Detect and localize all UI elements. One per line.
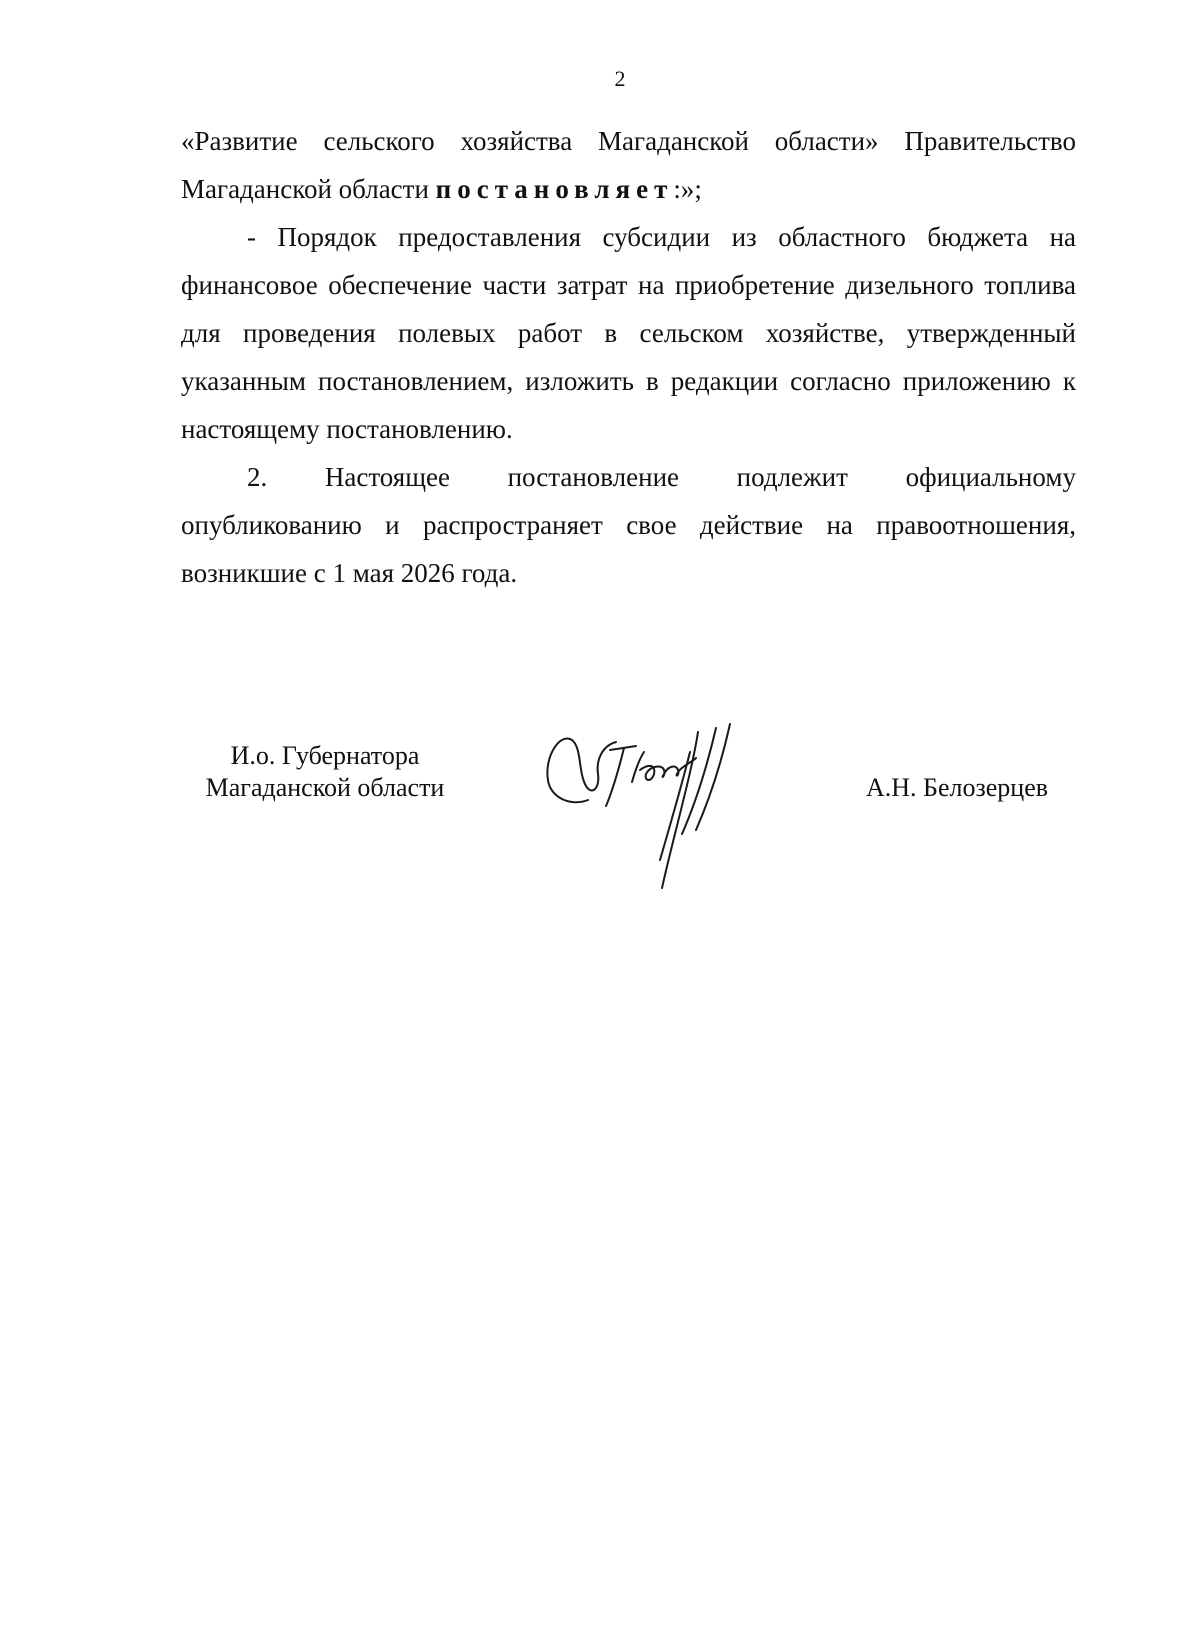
point-2-word: постановление [507, 462, 680, 492]
handwritten-signature [540, 712, 770, 897]
paragraph-intro [181, 117, 1076, 213]
signer-name: А.Н. Белозерцев [866, 773, 1049, 802]
point-2-word: Настоящее [324, 462, 450, 492]
page-number: 2 [614, 66, 626, 91]
intro-text: «Развитие сельского хозяйства Магаданской области» Правительство Магаданской области [181, 126, 1076, 204]
signer-position-line1: И.о. Губернатора [230, 741, 420, 770]
point-2-word: подлежит [736, 462, 848, 492]
resolves-word: постановляет [435, 174, 674, 204]
signature-block [0, 740, 1200, 940]
point-2-number: 2. [247, 462, 268, 492]
paragraph-point-2-first-line [181, 453, 1076, 501]
paragraph-point-2-rest: опубликованию и распространяет свое действие на правоотношения, возникшие с 1 мая 2026 года. [181, 510, 1076, 588]
document-body [181, 117, 1076, 597]
point-2-word: официальному [905, 462, 1076, 492]
paragraph-procedure: - Порядок предоставления субсидии из областного бюджета на финансовое обеспечение части затрат на приобретение дизельного топлива для проведения полевых работ в сельском хозяйстве, утвержденный указанным постановлением, изложить в редакции согласно приложению к настоящему постановлению. [181, 222, 1076, 444]
intro-tail: :»; [673, 174, 702, 204]
signer-position [190, 740, 460, 804]
signer-position-line2: Магаданской области [205, 773, 445, 802]
